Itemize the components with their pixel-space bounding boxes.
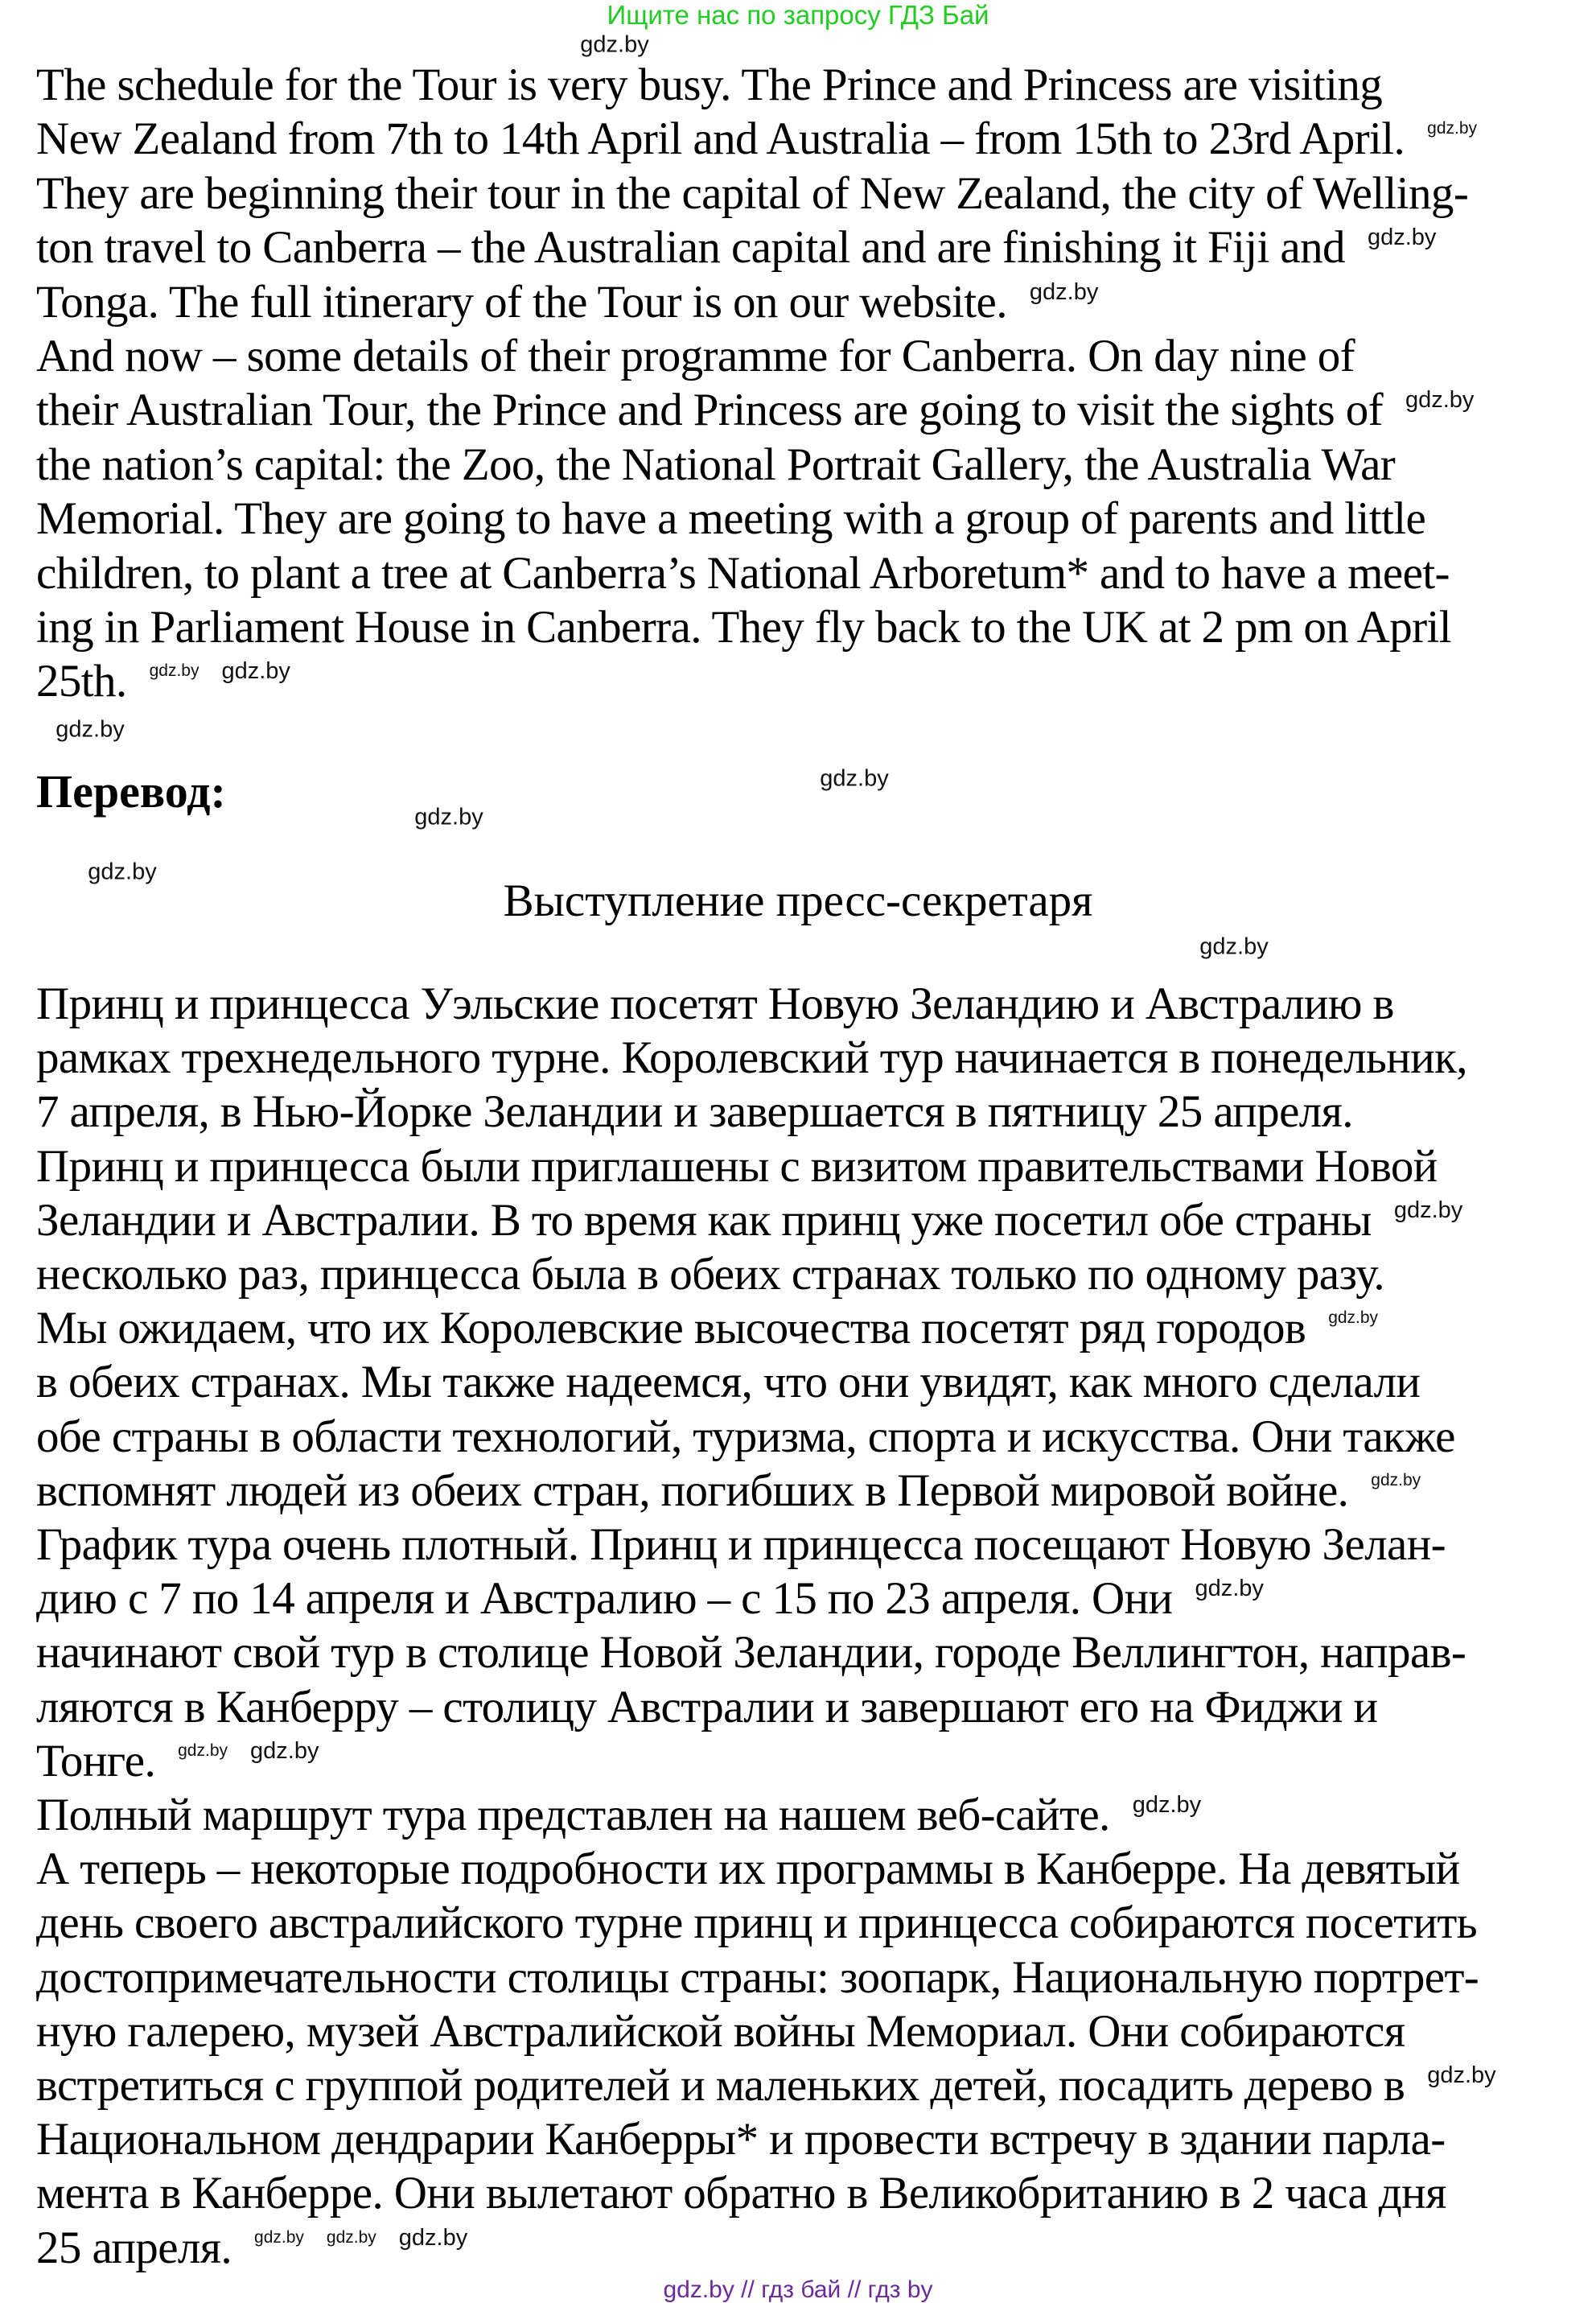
text-line-content: несколько раз, принцесса была в обеих странах только по одному разу. — [36, 1249, 1385, 1300]
text-line-content: 25 апреля. — [36, 2222, 232, 2273]
footer-watermark: gdz.by // гдз бай // гдз by — [663, 2276, 933, 2303]
text-line-content: достопримечательности столицы страны: зоопарк, Национальную портрет- — [36, 1951, 1479, 2003]
text-line-content: дию с 7 по 14 апреля и Австралию – с 15 по 23 апреля. Они — [36, 1573, 1173, 1625]
watermark: gdz.by — [1371, 1470, 1421, 1489]
text-line — [36, 1465, 1421, 1518]
text-line-content: their Australian Tour, the Prince and Princess are going to visit the sights of — [36, 385, 1383, 436]
watermark: gdz.by — [1132, 1792, 1202, 1818]
text-line-content: Полный маршрут тура представлен на нашем веб-сайте. — [36, 1790, 1110, 1840]
text-line — [36, 1302, 1378, 1355]
text-line-content: обе страны в области технологий, туризма, спорта и искусства. Они также — [36, 1411, 1455, 1462]
text-line — [36, 1951, 1479, 2004]
text-line-content: А теперь – некоторые подробности их программы в Канберре. На девятый — [36, 1844, 1460, 1895]
text-line — [36, 384, 1474, 437]
text-line-content: Принц и принцесса были приглашены с визитом правительствами Новой — [36, 1140, 1438, 1192]
text-line-content: Принц и принцесса Уэльские посетят Новую Зеландию и Австралию в — [36, 978, 1394, 1029]
text-line — [36, 167, 1468, 220]
text-line-content: начинают свой тур в столице Новой Зеландии, городе Веллингтон, направ- — [36, 1627, 1466, 1679]
text-line-content: 25th. — [36, 656, 127, 707]
watermark: gdz.by — [88, 859, 157, 885]
text-line-content: График тура очень плотный. Принц и принцесса посещают Новую Зелан- — [36, 1519, 1446, 1570]
text-line-content: Зеландии и Австралии. В то время как принц уже посетил обе страны — [36, 1194, 1372, 1246]
text-line — [36, 221, 1436, 274]
translation-title: Выступление пресс-секретаря — [503, 875, 1093, 926]
text-line-content: Тонге. — [36, 1735, 156, 1786]
text-line — [36, 492, 1425, 546]
watermark: gdz.by — [149, 661, 200, 681]
text-line — [36, 1897, 1477, 1950]
text-line-content: Мы ожидаем, что их Королевские высочества посетят ряд городов — [36, 1303, 1306, 1354]
translation-heading: Перевод: — [36, 765, 226, 818]
watermark: gdz.by — [820, 765, 889, 792]
watermark: gdz.by — [1199, 933, 1269, 960]
text-line-content: Tonga. The full itinerary of the Tour is on our website. — [36, 276, 1007, 328]
text-line — [36, 1140, 1438, 1193]
text-line-content: 7 апреля, в Нью-Йорке Зеландии и завершается в пятницу 25 апреля. — [36, 1086, 1353, 1138]
text-line — [36, 113, 1477, 166]
text-line — [36, 547, 1450, 600]
text-line-content: ляются в Канберру – столицу Австралии и завершают его на Фиджи и — [36, 1681, 1378, 1732]
watermark: gdz.by — [178, 1741, 228, 1760]
text-line — [36, 1411, 1455, 1464]
text-line — [36, 59, 1382, 112]
watermark: gdz.by — [1195, 1576, 1264, 1602]
text-line-content: ing in Parliament House in Canberra. They fly back to the UK at 2 pm on April — [36, 602, 1451, 653]
text-line-content: мента в Канберре. Они вылетают обратно в Великобританию в 2 часа дня — [36, 2168, 1446, 2219]
watermark: gdz.by — [1393, 1197, 1463, 1223]
text-line-content: ную галерею, музей Австралийской войны Мемориал. Они собираются — [36, 2005, 1405, 2057]
text-line — [36, 1356, 1420, 1409]
watermark: gdz.by — [1405, 387, 1475, 414]
text-line — [36, 978, 1394, 1031]
watermark: gdz.by — [250, 1737, 319, 1764]
text-line — [36, 601, 1451, 654]
text-line — [36, 439, 1395, 492]
text-line — [36, 1735, 319, 1788]
text-line-content: день своего австралийского турне принц и принцесса собираются посетить — [36, 1897, 1478, 1949]
top-banner: Ищите нас по запросу ГДЗ Бай — [607, 0, 989, 30]
watermark: gdz.by — [1367, 225, 1437, 251]
watermark: gdz.by — [254, 2227, 304, 2247]
watermark: gdz.by — [1029, 278, 1099, 305]
text-line-content: New Zealand from 7th to 14th April and Australia – from 15th to 23rd April. — [36, 113, 1405, 165]
text-line — [36, 1626, 1466, 1679]
text-line — [36, 655, 290, 708]
text-line — [36, 2167, 1446, 2220]
text-line — [36, 2059, 1496, 2112]
watermark: gdz.by — [580, 31, 649, 58]
text-line — [36, 2113, 1446, 2166]
text-line-content: вспомнят людей из обеих стран, погибших в Первой мировой войне. — [36, 1465, 1349, 1516]
text-line — [36, 1518, 1446, 1572]
watermark: gdz.by — [1427, 119, 1478, 138]
text-line — [36, 1681, 1377, 1734]
watermark: gdz.by — [1328, 1308, 1379, 1328]
text-line — [36, 1086, 1353, 1139]
text-line — [36, 330, 1355, 383]
watermark: gdz.by — [56, 716, 125, 743]
text-line-content: The schedule for the Tour is very busy. The Prince and Princess are visiting — [36, 60, 1383, 110]
watermark: gdz.by — [221, 658, 290, 685]
text-line — [36, 1843, 1460, 1896]
text-line-content: встретиться с группой родителей и маленьких детей, посадить дерево в — [36, 2060, 1405, 2111]
text-line-content: Memorial. They are going to have a meeting with a group of parents and little — [36, 493, 1426, 545]
text-line-content: рамках трехнедельного турне. Королевский тур начинается в понедельник, — [36, 1032, 1467, 1084]
text-line — [36, 1032, 1467, 1085]
watermark: gdz.by — [326, 2227, 376, 2247]
text-line-content: children, to plant a tree at Canberra’s National Arboretum* and to have a meet- — [36, 547, 1450, 599]
watermark: gdz.by — [1427, 2062, 1496, 2088]
text-line — [36, 276, 1098, 329]
text-line-content: ton travel to Canberra – the Australian capital and are finishing it Fiji and — [36, 222, 1345, 274]
watermark: gdz.by — [398, 2224, 468, 2251]
text-line — [36, 1789, 1201, 1842]
watermark: gdz.by — [414, 804, 483, 830]
text-line — [36, 1194, 1462, 1247]
text-line-content: в обеих странах. Мы также надеемся, что они увидят, как много сделали — [36, 1357, 1421, 1408]
text-line-content: Национальном дендрарии Канберры* и провести встречу в здании парла- — [36, 2114, 1446, 2165]
text-line — [36, 1248, 1384, 1301]
text-line — [36, 2005, 1405, 2058]
text-line — [36, 1572, 1264, 1625]
text-line-content: They are beginning their tour in the capital of New Zealand, the city of Welling- — [36, 167, 1469, 219]
text-line-content: the nation’s capital: the Zoo, the National Portrait Gallery, the Australia War — [36, 439, 1396, 490]
text-line — [36, 2222, 467, 2275]
text-line-content: And now – some details of their programme for Canberra. On day nine of — [36, 331, 1355, 381]
